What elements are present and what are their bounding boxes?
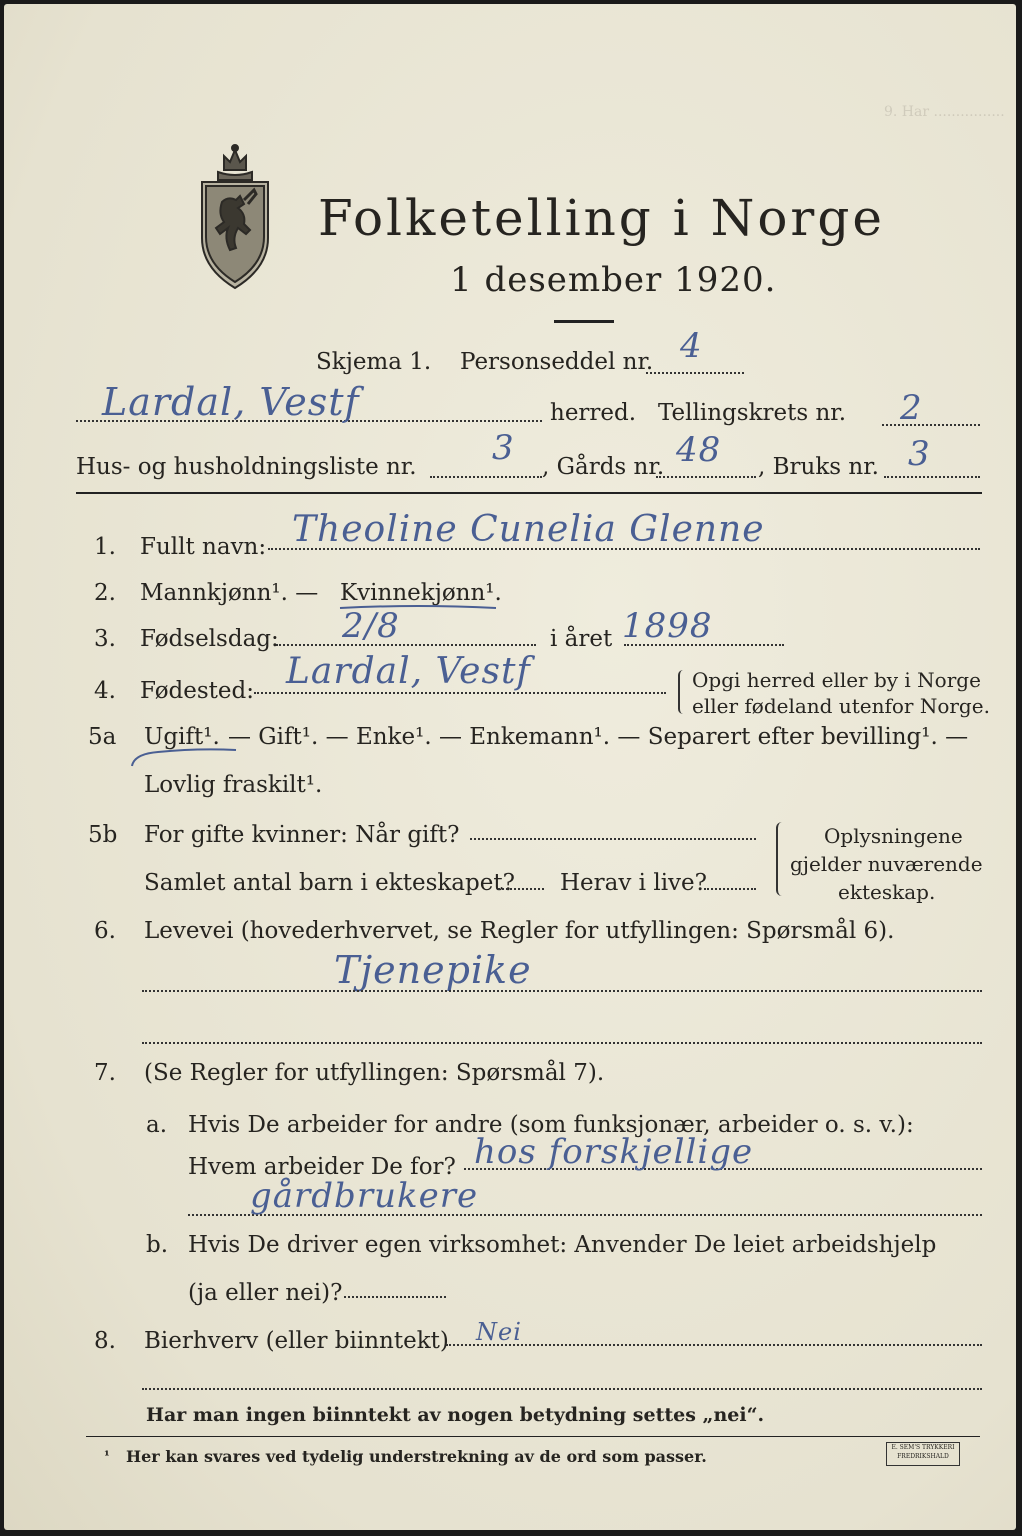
q6-line2 [142, 1042, 982, 1044]
header-separator [76, 492, 982, 494]
personseddel-value[interactable]: 4 [680, 326, 703, 366]
q3-number: 3. [94, 626, 116, 652]
q7b-line [344, 1296, 446, 1298]
footer-separator [86, 1436, 980, 1437]
employer-value-line1[interactable]: hos forskjellige [474, 1132, 754, 1172]
q1-label: Fullt navn: [140, 534, 267, 560]
gards-value[interactable]: 48 [676, 430, 722, 470]
side-income-value[interactable]: Nei [476, 1318, 522, 1346]
q3-label: Fødselsdag: [140, 626, 279, 652]
marital-fraskilt-option[interactable]: Lovlig fraskilt¹. [144, 772, 323, 798]
title-divider [554, 320, 614, 323]
printer-stamp [886, 1442, 960, 1466]
q5b-children-line [498, 888, 544, 890]
q8-note: Har man ingen biinntekt av nogen betydning settes „nei“. [146, 1404, 765, 1426]
husliste-label: Hus- og husholdningsliste nr. [76, 454, 417, 480]
husliste-line [430, 476, 542, 478]
coat-of-arms-icon [194, 142, 276, 292]
q5b-note-line2: gjelder nuværende [790, 852, 983, 876]
gards-line [656, 476, 756, 478]
birthplace-value[interactable]: Lardal, Vestf [286, 651, 531, 692]
q4-number: 4. [94, 678, 116, 704]
q7a-question: Hvem arbeider De for? [188, 1154, 456, 1180]
q5b-label: For gifte kvinner: Når gift? [144, 822, 460, 848]
q7b-question: (ja eller nei)? [188, 1280, 343, 1306]
tellingskrets-label: Tellingskrets nr. [658, 400, 847, 426]
q5b-married-line [470, 838, 756, 840]
q7-label: (Se Regler for utfyllingen: Spørsmål 7). [144, 1060, 605, 1086]
q5b-alive-label: Herav i live? [560, 870, 707, 896]
herred-label: herred. [550, 400, 637, 426]
printer-stamp-line2: FREDRIKSHALD [897, 1453, 949, 1460]
husliste-value[interactable]: 3 [492, 428, 515, 468]
marital-ugift-option[interactable]: Ugift¹. [144, 724, 220, 750]
q5b-note-line1: Oplysningene [824, 824, 963, 848]
q4-label: Fødested: [140, 678, 255, 704]
employer-value-line2[interactable]: gårdbrukere [250, 1176, 479, 1216]
q4-note-line1: Opgi herred eller by i Norge [692, 668, 981, 692]
occupation-value[interactable]: Tjenepike [334, 948, 532, 992]
q5b-children-label: Samlet antal barn i ekteskapet? [144, 870, 515, 896]
sex-male-option[interactable]: Mannkjønn¹. — [140, 580, 319, 606]
q5b-note-line3: ekteskap. [838, 880, 936, 904]
personseddel-line [646, 372, 744, 374]
marital-other-options[interactable]: — Gift¹. — Enke¹. — Enkemann¹. — Separert efter bevilling¹. — [228, 724, 969, 750]
footnote-mark: ¹ [104, 1449, 110, 1464]
sex-female-option[interactable]: Kvinnekjønn¹. [340, 580, 502, 606]
q6-line1 [142, 990, 982, 992]
ugift-underline-mark [128, 746, 240, 772]
tellingskrets-line [882, 424, 980, 426]
q6-label: Levevei (hovederhvervet, se Regler for utfyllingen: Spørsmål 6). [144, 918, 895, 944]
census-form [4, 4, 1016, 1530]
q3-line [276, 644, 536, 646]
q5b-bracket [776, 822, 788, 896]
q5b-alive-line [704, 888, 756, 890]
q8-number: 8. [94, 1328, 116, 1354]
printer-stamp-line1: E. SEM'S TRYKKERI [891, 1444, 955, 1451]
q1-number: 1. [94, 534, 116, 560]
bruks-label: , Bruks nr. [758, 454, 879, 480]
skjema-label: Skjema 1. [316, 349, 432, 375]
q6-number: 6. [94, 918, 116, 944]
q5a-number: 5a [88, 724, 117, 750]
bruks-value[interactable]: 3 [908, 434, 931, 474]
page-title: Folketelling i Norge [318, 189, 885, 247]
herred-value[interactable]: Lardal, Vestf [102, 380, 360, 424]
q7a-label: Hvis De arbeider for andre (som funksjonær, arbeider o. s. v.): [188, 1112, 914, 1138]
q7b-letter: b. [146, 1232, 169, 1258]
q4-line [254, 692, 666, 694]
full-name-value[interactable]: Theoline Cunelia Glenne [292, 509, 765, 550]
q8-line2 [142, 1388, 982, 1390]
q5b-number: 5b [88, 822, 118, 848]
q7-number: 7. [94, 1060, 116, 1086]
census-date: 1 desember 1920. [450, 260, 777, 300]
q4-bracket [678, 670, 688, 714]
bleed-through: 9. Har ................ [884, 104, 1005, 120]
q8-label: Bierhverv (eller biinntekt) [144, 1328, 449, 1354]
q2-number: 2. [94, 580, 116, 606]
birthday-value[interactable]: 2/8 [342, 606, 400, 646]
q7b-label: Hvis De driver egen virksomhet: Anvender De leiet arbeidshjelp [188, 1232, 937, 1258]
q4-note-line2: eller fødeland utenfor Norge. [692, 694, 990, 718]
q8-line1 [446, 1344, 982, 1346]
birth-year-value[interactable]: 1898 [622, 606, 713, 646]
gards-label: , Gårds nr. [542, 454, 665, 480]
personseddel-label: Personseddel nr. [460, 349, 654, 375]
q3-year-label: i året [550, 626, 613, 652]
tellingskrets-value[interactable]: 2 [900, 388, 923, 428]
q7a-letter: a. [146, 1112, 168, 1138]
bruks-line [884, 476, 980, 478]
footnote-text: Her kan svares ved tydelig understrekning av de ord som passer. [126, 1447, 707, 1466]
